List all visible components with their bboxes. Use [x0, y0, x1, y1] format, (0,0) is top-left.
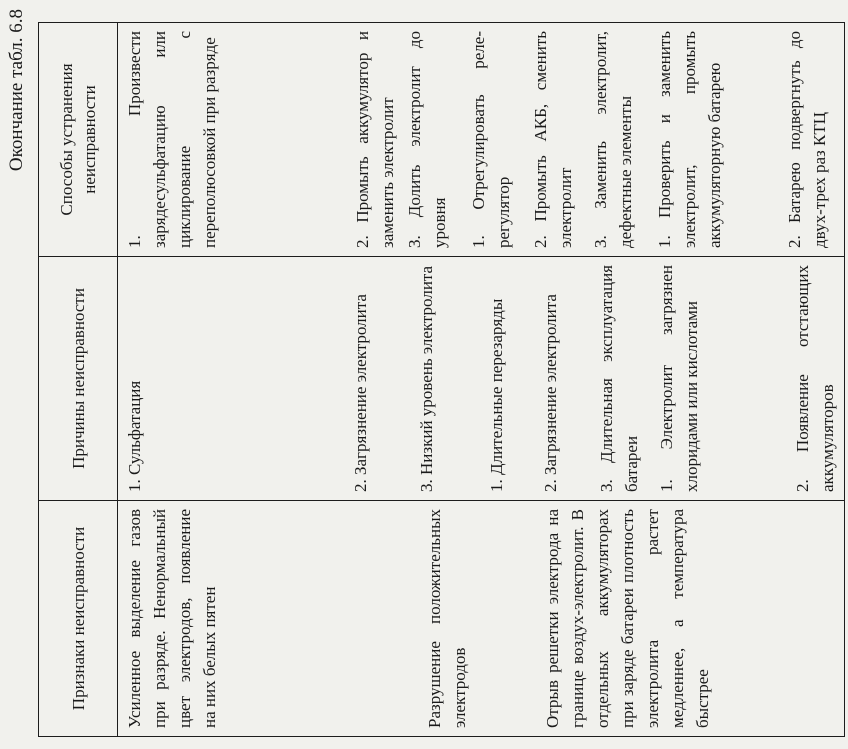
remedy-item: 2. Батарею подвергнуть до двух-трех раз КТЦ	[785, 31, 829, 248]
remedy-item: 1. Отрегулировать реле-регулятор	[469, 31, 513, 248]
cause-item: 2. Загрязнение электролита	[541, 294, 560, 492]
cause-item: 3. Низкий уровень электролита	[417, 265, 436, 492]
table-caption: Окончание табл. 6.8	[6, 9, 27, 172]
cause-item: 2. Появление отстающих аккумуляторов	[793, 265, 837, 492]
cause-item: 1. Сульфатация	[125, 380, 144, 492]
cause-item: 1. Длительные перезаряды	[487, 298, 506, 492]
cause-item: 2. Загрязнение электролита	[351, 294, 370, 492]
header-signs: Признаки неисправности	[39, 501, 118, 737]
remedy-item: 2. Промыть аккумулятор и заменить электролит	[353, 31, 397, 248]
faults-table	[38, 22, 845, 737]
header-causes: Причины неисправности	[39, 257, 118, 501]
header-remedies: Способы устранения неисправности	[39, 23, 118, 257]
sign-item: Усиленное выделение газов при разряде. Ненормальный цвет электродов, появление на них белых пятен	[125, 509, 219, 728]
sign-item: Отрыв решетки электрода на границе воздух-электролит. В отдельных аккумуляторах при заряде батареи плотность электролита растет медленнее, а температура быстрее	[543, 509, 712, 728]
remedy-item: 3. Заменить электролит, дефектные элементы	[591, 31, 635, 248]
sign-item: Разрушение положительных электродов	[425, 509, 469, 728]
cause-item: 3. Длительная эксплуатация батареи	[597, 265, 641, 492]
table-header-row	[39, 23, 118, 737]
remedies-column	[118, 23, 845, 257]
cause-item: 1. Электролит загрязнен хлоридами или кислотами	[657, 265, 701, 492]
causes-column	[118, 257, 845, 501]
remedy-item: 3. Долить электролит до уровня	[405, 31, 449, 248]
signs-column	[118, 501, 845, 737]
remedy-item: 1. Проверить и заменить электролит, промыть аккумуляторную батарею	[655, 31, 724, 248]
remedy-item: 1. Произвести зарядесульфатацию или циклирование с переполюсовкой при разряде	[125, 31, 219, 248]
remedy-item: 2. Промыть АКБ, сменить электролит	[531, 31, 575, 248]
table-body-row	[118, 23, 845, 737]
